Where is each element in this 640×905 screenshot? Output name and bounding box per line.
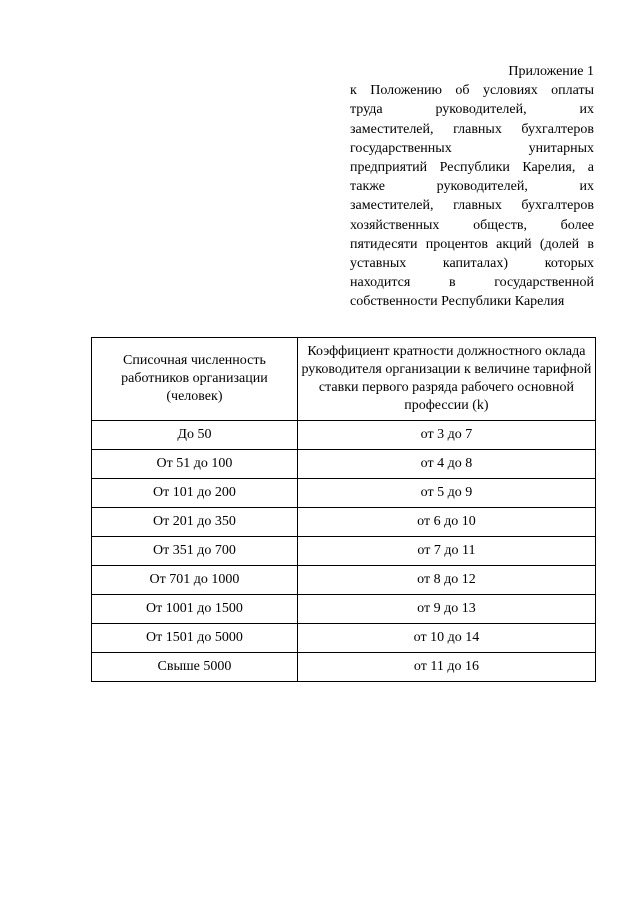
coefficient-cell: от 10 до 14 bbox=[297, 624, 595, 653]
employee-count-cell: От 1501 до 5000 bbox=[92, 624, 298, 653]
table-row bbox=[92, 653, 596, 682]
coefficient-cell: от 6 до 10 bbox=[297, 508, 595, 537]
coefficient-cell: от 8 до 12 bbox=[297, 566, 595, 595]
employee-count-cell: От 1001 до 1500 bbox=[92, 595, 298, 624]
employee-count-cell: От 701 до 1000 bbox=[92, 566, 298, 595]
table-row bbox=[92, 595, 596, 624]
coefficient-cell: от 5 до 9 bbox=[297, 479, 595, 508]
employee-count-cell: Свыше 5000 bbox=[92, 653, 298, 682]
table-row bbox=[92, 624, 596, 653]
table-row bbox=[92, 508, 596, 537]
subtitle-line: хозяйственных обществ, более bbox=[350, 217, 594, 233]
header-employee-count: Списочная численность работников организации (человек) bbox=[92, 338, 298, 421]
coefficient-cell: от 7 до 11 bbox=[297, 537, 595, 566]
subtitle-line: к Положению об условиях оплаты bbox=[350, 83, 594, 99]
table-row bbox=[92, 450, 596, 479]
employee-count-cell: От 101 до 200 bbox=[92, 479, 298, 508]
employee-count-cell: От 51 до 100 bbox=[92, 450, 298, 479]
appendix-title: Приложение 1 bbox=[508, 64, 594, 79]
subtitle-line: находится в государственной bbox=[350, 275, 594, 291]
subtitle-line: заместителей, главных бухгалтеров bbox=[350, 198, 594, 214]
coefficient-cell: от 4 до 8 bbox=[297, 450, 595, 479]
coefficient-cell: от 9 до 13 bbox=[297, 595, 595, 624]
subtitle-line: также руководителей, их bbox=[350, 179, 594, 195]
appendix-subtitle bbox=[350, 81, 594, 311]
table-row bbox=[92, 537, 596, 566]
subtitle-line: предприятий Республики Карелия, а bbox=[350, 160, 594, 176]
subtitle-line: труда руководителей, их bbox=[350, 102, 594, 118]
employee-count-cell: До 50 bbox=[92, 421, 298, 450]
header-coefficient: Коэффициент кратности должностного оклада руководителя организации к величине тарифной ставки первого разряда рабочего основной профессии (k) bbox=[297, 338, 595, 421]
table-row bbox=[92, 421, 596, 450]
table-row bbox=[92, 479, 596, 508]
subtitle-line: государственных унитарных bbox=[350, 140, 594, 156]
employee-count-cell: От 351 до 700 bbox=[92, 537, 298, 566]
coefficient-cell: от 11 до 16 bbox=[297, 653, 595, 682]
table-header-row bbox=[92, 338, 596, 421]
coefficient-cell: от 3 до 7 bbox=[297, 421, 595, 450]
employee-count-cell: От 201 до 350 bbox=[92, 508, 298, 537]
subtitle-line: заместителей, главных бухгалтеров bbox=[350, 121, 594, 137]
appendix-header bbox=[350, 62, 594, 312]
table-row bbox=[92, 566, 596, 595]
subtitle-line: собственности Республики Карелия bbox=[350, 294, 565, 310]
subtitle-line: уставных капиталах) которых bbox=[350, 256, 594, 272]
subtitle-line: пятидесяти процентов акций (долей в bbox=[350, 236, 594, 252]
coefficient-table bbox=[91, 337, 596, 682]
